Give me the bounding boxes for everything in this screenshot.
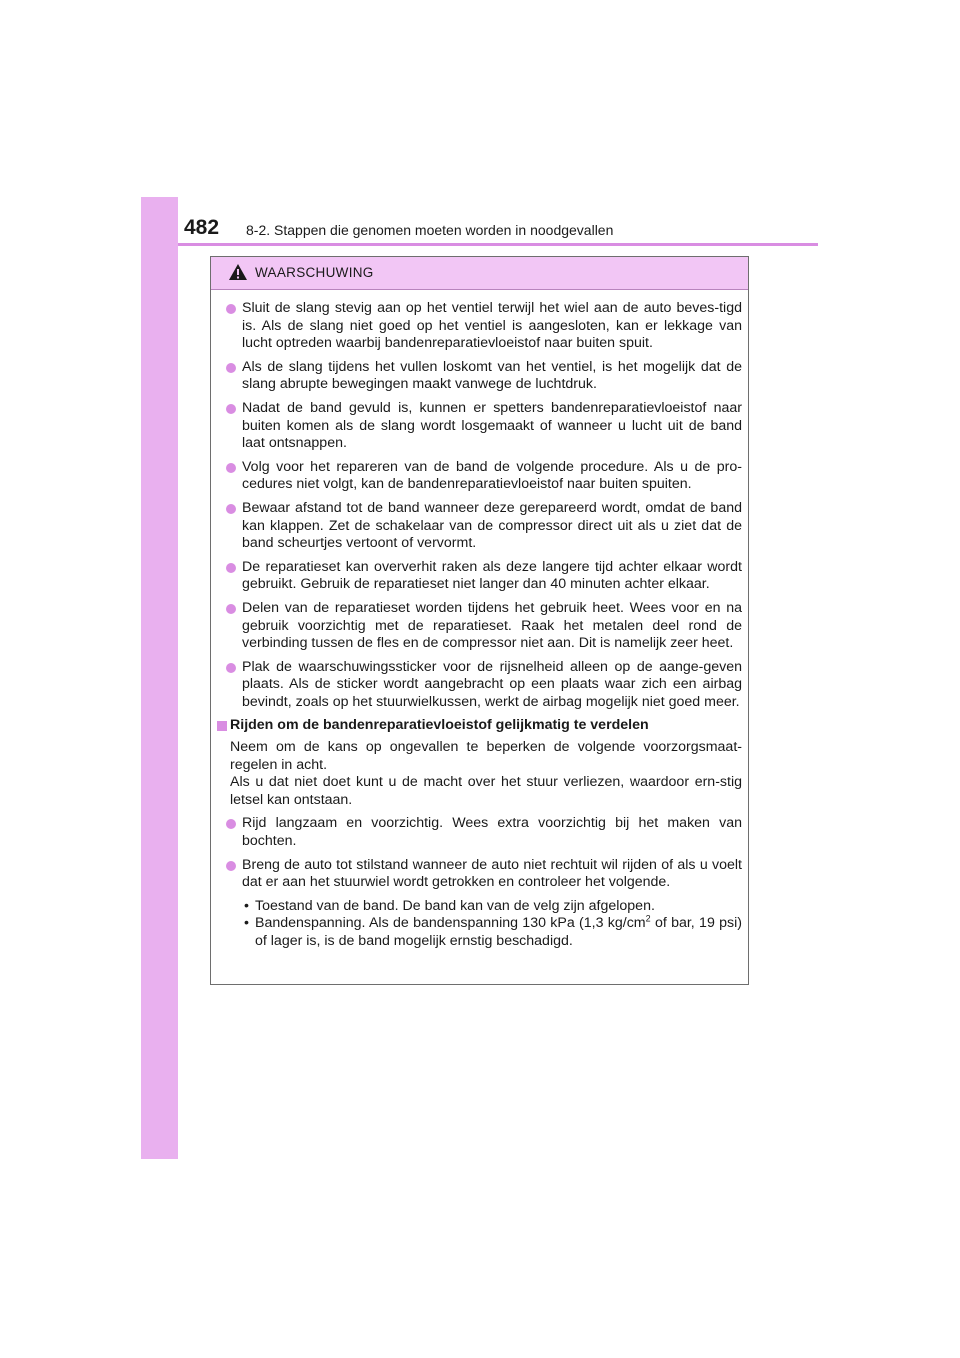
intro-line-2: Als u dat niet doet kunt u de macht over het stuur verliezen, waardoor ern-stig letsel kan ontstaan.	[230, 774, 742, 808]
check-item	[242, 898, 742, 916]
bullet-dot-icon	[226, 563, 236, 573]
header-rule	[178, 243, 818, 246]
bullet-dot-icon	[226, 604, 236, 614]
driving-bullet-text: Breng de auto tot stilstand wanneer de auto niet rechtuit wil rijden of als u voelt dat er aan het stuurwiel wordt getrokken en controleer het volgende.	[242, 856, 742, 891]
warning-bullet-text: Sluit de slang stevig aan op het ventiel terwijl het wiel aan de auto beves-tigd is. Als de slang niet goed op het ventiel is aangesloten, kan er lekkage van lucht optreden waarbij bandenreparatievloeistof naar buiten spuit.	[242, 300, 742, 352]
side-color-band	[141, 197, 178, 1159]
bullet-dot-icon	[226, 304, 236, 314]
driving-bullet	[215, 857, 742, 892]
warning-bullet-text: Volg voor het repareren van de band de volgende procedure. Als u de pro-cedures niet volgt, kan de bandenreparatievloeistof naar buiten spuiten.	[242, 458, 742, 493]
warning-header	[211, 257, 748, 290]
warning-bullet	[215, 359, 742, 394]
check-item-text-start: Bandenspanning. Als de bandenspanning 130 kPa (1,3 kg/cm	[255, 915, 646, 932]
section-title: 8-2. Stappen die genomen moeten worden in noodgevallen	[246, 222, 614, 238]
check-item-marker: •	[244, 897, 249, 914]
superscript: 2	[645, 913, 651, 924]
warning-bullet	[215, 400, 742, 453]
page-number: 482	[184, 216, 220, 239]
warning-bullet	[215, 600, 742, 653]
warning-label: WAARSCHUWING	[255, 265, 374, 280]
check-item	[242, 915, 742, 950]
warning-box	[210, 256, 749, 985]
warning-bullet	[215, 500, 742, 553]
bullet-dot-icon	[226, 363, 236, 373]
warning-bullet-text: Bewaar afstand tot de band wanneer deze gerepareerd wordt, omdat de band kan klappen. Zet de schakelaar van de compressor direct uit als u ziet dat de band scheurtjes vertoont of vervormt.	[242, 499, 742, 552]
square-bullet-icon	[217, 721, 227, 731]
warning-body	[211, 290, 748, 951]
driving-bullet	[215, 815, 742, 850]
bullet-dot-icon	[226, 861, 236, 871]
warning-bullet	[215, 659, 742, 712]
check-item-text-end: of bar, 19 psi) of lager is, is de band mogelijk ernstig beschadigd.	[255, 915, 742, 949]
warning-bullet-text: Als de slang tijdens het vullen loskomt van het ventiel, is het mogelijk dat de slang abrupte bewegingen maakt vanwege de luchtdruk.	[242, 358, 742, 393]
bullet-dot-icon	[226, 819, 236, 829]
bullet-dot-icon	[226, 404, 236, 414]
warning-bullet-text: De reparatieset kan oververhit raken als deze langere tijd achter elkaar wordt gebruikt. Gebruik de reparatieset niet langer dan 40 minuten achter elkaar.	[242, 558, 742, 593]
check-item-text: Toestand van de band. De band kan van de velg zijn afgelopen.	[255, 897, 655, 914]
bullet-dot-icon	[226, 504, 236, 514]
driving-bullet-text: Rijd langzaam en voorzichtig. Wees extra voorzichtig bij het maken van bochten.	[242, 815, 742, 850]
intro-paragraph	[215, 739, 742, 809]
intro-line-1: Neem om de kans op ongevallen te beperken de volgende voorzorgsmaat-regelen in acht.	[230, 739, 742, 773]
check-list	[215, 898, 742, 951]
warning-bullet	[215, 300, 742, 353]
bullet-dot-icon	[226, 463, 236, 473]
warning-bullet-text: Plak de waarschuwingssticker voor de rijsnelheid alleen op de aange-geven plaats. Als de sticker wordt aangebracht op een plaats waar zich een airbag bevindt, zoals op het stuurwielkussen, werkt de airbag mogelijk niet goed meer.	[242, 658, 742, 710]
subheading	[215, 717, 742, 735]
bullet-dot-icon	[226, 663, 236, 673]
warning-bullet-text: Delen van de reparatieset worden tijdens het gebruik heet. Wees voor en na gebruik voorzichtig met de reparatieset. Raak het metalen deel rond de verbinding tussen de fles en de compressor niet aan. Dit is namelijk zeer heet.	[242, 599, 742, 652]
check-item-marker: •	[244, 915, 249, 932]
subheading-text: Rijden om de bandenreparatievloeistof gelijkmatig te verdelen	[230, 717, 649, 734]
warning-triangle-icon	[228, 263, 248, 281]
warning-bullet-text: Nadat de band gevuld is, kunnen er spetters bandenreparatievloeistof naar buiten komen als de slang wordt losgemaakt of wanneer u lucht uit de band laat ontsnappen.	[242, 399, 742, 452]
warning-bullet	[215, 459, 742, 494]
warning-bullet	[215, 559, 742, 594]
